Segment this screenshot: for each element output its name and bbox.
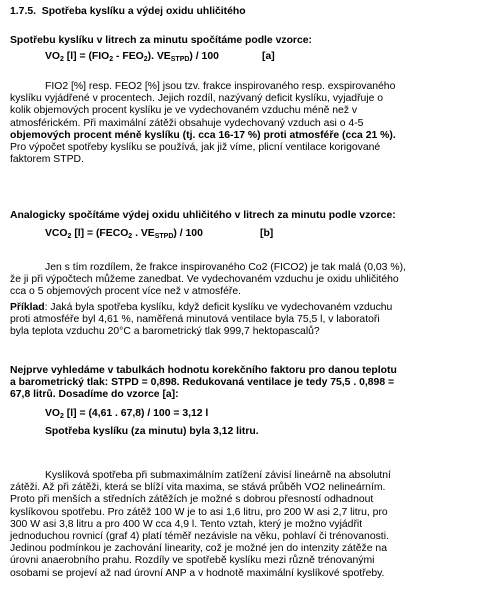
paragraph-submaximal (10, 470, 472, 580)
example-question: Příklad: Jaká byla spotřeba kyslíku, když deficit kyslíku ve vydechovaném vzduchu proti atmosféře byl 4,61 %, naměřená minutová ventilace byla 75,5 l, v laboratoři byla teplota vzduchu 20°C a barometrický tlak 999,7 hektopascalů? (10, 302, 472, 339)
paragraph-line: úrovni anaerobního prahu. Rozdíly ve spotřebě kyslíku mezi různě trénovanými (10, 555, 375, 567)
paragraph-line: cca o 5 objemových procent více než v atmosféře. (10, 286, 242, 298)
paragraph-line: kyslíku vyjádřené v procentech. Jejich rozdíl, nazývaný deficit kyslíku, vyjadřuje o (10, 93, 384, 105)
section-title-text: Spotřeba kyslíku a výdej oxidu uhličitého (41, 6, 246, 17)
solution-text (10, 365, 472, 402)
paragraph-line: proti atmosféře byl 4,61 %, naměřená minutová ventilace byla 75,5 l, v laboratoři (10, 314, 380, 326)
paragraph-line: jednoduchou rovnicí (graf 4) platí téměř nezávisle na věku, pohlaví či trénovanosti. (10, 531, 389, 543)
formula-b-tag: [b] (260, 228, 274, 239)
paragraph-co2 (10, 262, 472, 299)
paragraph-line: Jedinou podmínkou je zachování linearity, což je možné jen do intenzity zátěže na (10, 543, 387, 555)
paragraph-line: kyslíkovou spotřebu. Pro zátěž 100 W je to asi 1,6 litru, pro 200 W asi 2,7 litru, pro (10, 506, 388, 518)
paragraph-fio-feo (10, 81, 472, 166)
paragraph-line: kolik objemových procent kyslíku je ve vydechovaném vzduchu méně než v (10, 105, 358, 117)
formula-b: VCO2 [l] = (FECO2 . VESTPD) / 100 (45, 228, 203, 240)
paragraph-line: FIO2 [%] resp. FEO2 [%] jsou tzv. frakce inspirovaného resp. exspirovaného (45, 81, 396, 92)
paragraph-line: Jen s tím rozdílem, že frakce inspirovaného Co2 (FICO2) je tak malá (0,03 %), (45, 262, 406, 273)
formula-b-heading: Analogicky spočítáme výdej oxidu uhličitého v litrech za minutu podle vzorce: (10, 210, 396, 221)
paragraph-line: objemových procent méně kyslíku (tj. cca 16-17 %) proti atmosféře (cca 21 %). (10, 129, 396, 141)
paragraph-line: byla teplota vzduchu 20°C a barometrický tlak 999,7 hektopascalů? (10, 326, 320, 338)
formula-a: VO2 [l] = (FIO2 - FEO2). VESTPD) / 100 (45, 51, 219, 63)
paragraph-line: osobami se projeví až nad úrovní ANP a v hodnotě maximální kyslíkové spotřeby. (10, 567, 385, 579)
solution-calculation: VO2 [l] = (4,61 . 67,8) / 100 = 3,12 l (45, 408, 209, 420)
paragraph-line: a barometrický tlak: STPD = 0,898. Redukovaná ventilace je tedy 75,5 . 0,898 = (10, 377, 395, 389)
paragraph-line: Proto při menších a středních zátěžích je možné s dobrou přesností odhadnout (10, 494, 374, 506)
paragraph-line: Kyslíková spotřeba při submaximálním zatížení závisí lineárně na absolutní (45, 470, 391, 481)
paragraph-line: že ji při výpočtech můžeme zanedbat. Ve vydechovaném vzduchu je oxidu uhličitého (10, 274, 399, 286)
paragraph-line: atmosférickém. Při maximální zátěži obsahuje vydechovaný vzduch asi o 4-5 (10, 117, 364, 129)
section-title (10, 6, 246, 18)
paragraph-line: Nejprve vyhledáme v tabulkách hodnotu korekčního faktoru pro danou teplotu (10, 365, 397, 376)
paragraph-line: Pro výpočet spotřeby kyslíku se používá, jak již víme, plicní ventilace korigované (10, 142, 381, 154)
paragraph-line: zátěži. Až při zátěži, která se blíží vita maxima, se stává průběh VO2 nelineárním. (10, 482, 386, 494)
paragraph-line: 67,8 litrů. Dosadíme do vzorce [a]: (10, 389, 179, 401)
paragraph-line: 300 W asi 3,8 litru a pro 400 W cca 4,9 l. Tento vztah, který je možno vyjádřit (10, 518, 363, 530)
formula-a-heading: Spotřebu kyslíku v litrech za minutu spočítáme podle vzorce: (10, 35, 312, 46)
formula-a-tag: [a] (262, 51, 275, 62)
solution-result: Spotřeba kyslíku (za minutu) byla 3,12 litru. (45, 426, 259, 437)
section-number: 1.7.5. (10, 6, 36, 17)
paragraph-line: faktorem STPD. (10, 154, 84, 166)
example-label: Příklad (10, 302, 45, 313)
